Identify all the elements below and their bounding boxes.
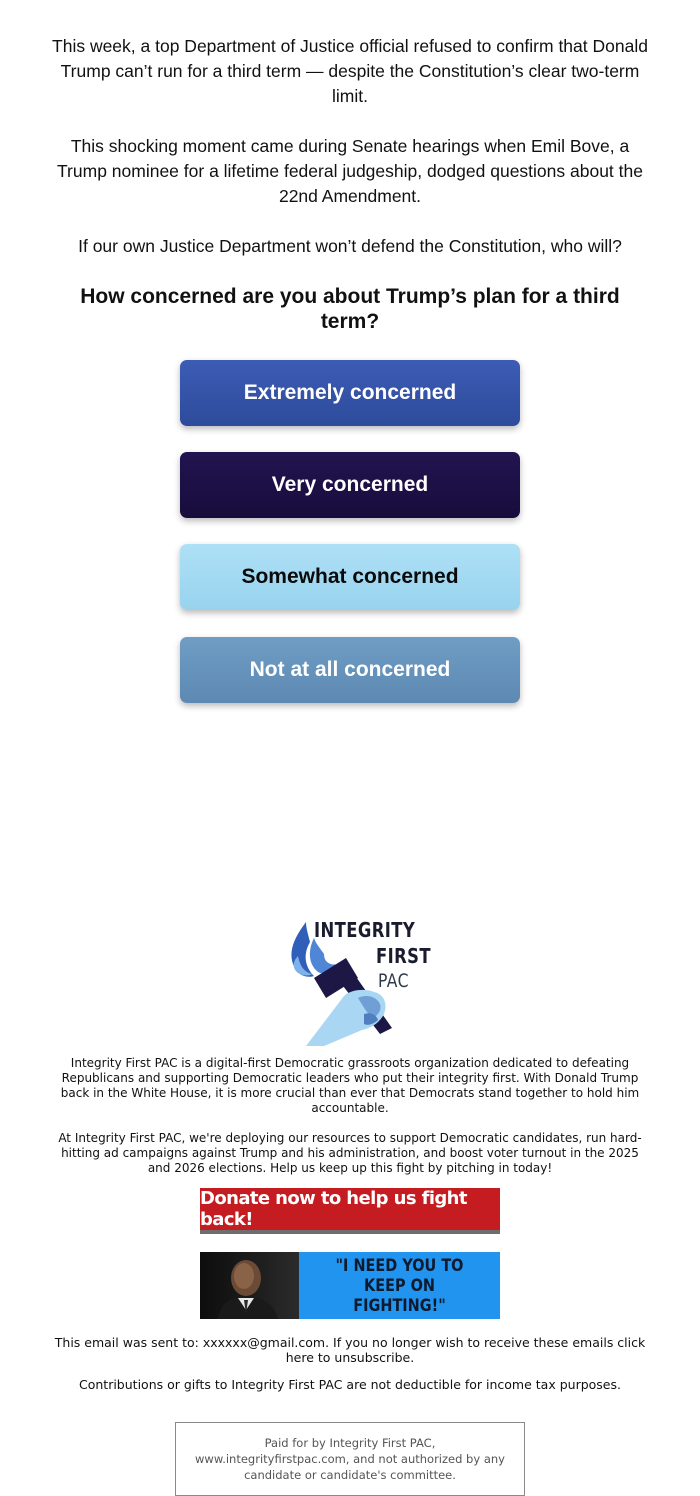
poll-option-extremely-concerned-button[interactable]: Extremely concerned: [180, 360, 520, 426]
logo-text-first: FIRST: [376, 944, 431, 968]
integrity-first-pac-logo: [284, 918, 431, 1046]
poll-question: How concerned are you about Trump’s plan for a third term?: [80, 285, 620, 333]
intro-paragraph-2: This shocking moment came during Senate hearings when Emil Bove, a Trump nominee for a lifetime federal judgeship, dodged questions about the 22nd Amendment.: [57, 136, 643, 206]
logo-text-pac: PAC: [378, 970, 409, 992]
logo-text-integrity: INTEGRITY: [314, 918, 416, 942]
contributions-notice: Contributions or gifts to Integrity First PAC are not deductible for income tax purposes.: [79, 1377, 621, 1392]
poll-option-not-at-all-concerned-button[interactable]: Not at all concerned: [180, 637, 520, 703]
intro-paragraph-1: This week, a top Department of Justice official refused to confirm that Donald Trump can’t run for a third term — despite the Constitution’s clear two-term limit.: [52, 36, 648, 106]
about-paragraph-2: At Integrity First PAC, we're deploying our resources to support Democratic candidates, run hard-hitting ad campaigns against Trump and his administration, and boost voter turnout in the 2025 and 2026 elections. Help us keep up this fight by pitching in today!: [58, 1131, 642, 1175]
paid-for-disclaimer: [175, 1422, 525, 1496]
intro-paragraph-3: If our own Justice Department won’t defend the Constitution, who will?: [78, 236, 622, 256]
about-paragraph-1: Integrity First PAC is a digital-first Democratic grassroots organization dedicated to defeating Republicans and supporting Democratic leaders who put their integrity first. With Donald Trump back in the White House, it is more crucial than ever that Democrats stand together to hold him accountable.: [60, 1056, 640, 1115]
poll-option-somewhat-concerned-button[interactable]: Somewhat concerned: [180, 544, 520, 610]
sent-notice[interactable]: This email was sent to: xxxxxx@gmail.com. If you no longer wish to receive these emails click here to unsubscribe.: [54, 1335, 646, 1365]
banner-photo: [200, 1252, 299, 1319]
poll-option-very-concerned-button[interactable]: Very concerned: [180, 452, 520, 518]
banner-quote-text: "I NEED YOU TO KEEP ON FIGHTING!": [335, 1255, 464, 1316]
person-silhouette-icon: [200, 1252, 299, 1319]
banner-quote: [299, 1252, 500, 1319]
donate-banner[interactable]: [200, 1252, 500, 1319]
paid-for-text: Paid for by Integrity First PAC, www.integrityfirstpac.com, and not authorized by any candidate or candidate's committee.: [195, 1436, 505, 1482]
donate-button[interactable]: Donate now to help us fight back!: [200, 1188, 500, 1234]
